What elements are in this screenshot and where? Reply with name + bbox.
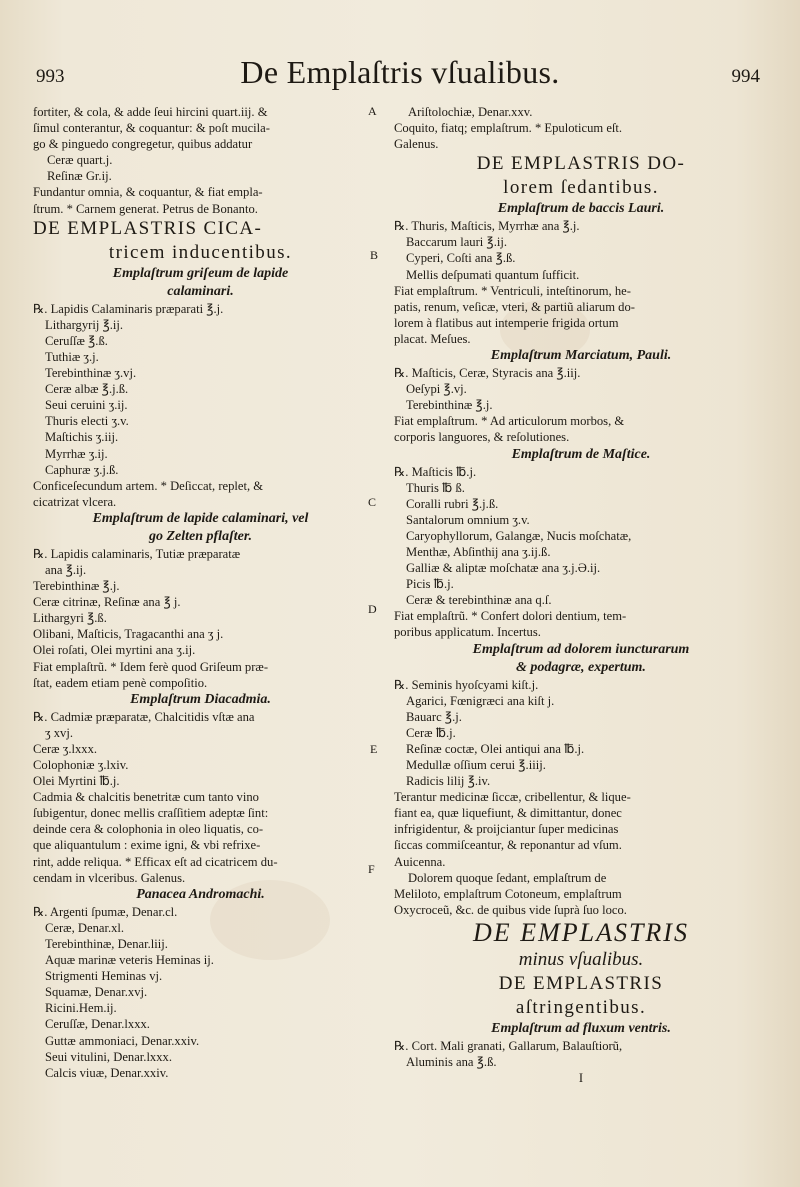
recipe-title: Emplaſtrum ad fluxum ventris. — [491, 1020, 671, 1036]
page-number-right: 994 — [731, 66, 760, 87]
recipe-title: minus vſualibus. — [518, 948, 644, 970]
text-line: Galliæ & aliptæ moſchatæ ana ʒ.j.Ə.ij. — [406, 561, 601, 576]
running-title: De Emplaſtris vſualibus. — [240, 54, 560, 90]
text-line: Olibani, Maſticis, Tragacanthi ana ʒ j. — [33, 627, 224, 642]
text-line: Medullæ oſſium cerui ℥.iiij. — [406, 758, 546, 772]
text-line: ʒ xvj. — [45, 725, 73, 740]
section-heading: DE EMPLASTRIS — [498, 972, 664, 994]
text-line: Terebinthinæ, Denar.liij. — [45, 936, 168, 951]
recipe-title: Emplaſtrum de baccis Lauri. — [497, 201, 665, 217]
text-line: fiant ea, quæ liquefiunt, & dimittantur, donec — [394, 806, 622, 821]
margin-letter-a: A — [368, 104, 377, 118]
text-line: Caphuræ ʒ.j.ß. — [45, 462, 119, 477]
margin-letter-b: B — [370, 248, 379, 262]
text-line: go & pinguedo congregetur, quibus addatur — [33, 137, 253, 152]
text-line: Coralli rubri ℥.j.ß. — [406, 496, 499, 511]
recipe-title: Emplaſtrum de Maſtice. — [511, 446, 651, 462]
text-line: Ceruſſæ, Denar.lxxx. — [45, 1017, 150, 1032]
text-line: Fundantur omnia, & coquantur, & fiat empla- — [33, 185, 263, 200]
text-line: Myrrhæ ʒ.ij. — [45, 446, 108, 461]
text-line: Agarici, Fœnigræci ana kiſt j. — [406, 693, 555, 708]
text-line: Caryophyllorum, Galangæ, Nucis moſchatæ, — [406, 528, 632, 543]
text-line: Thuris electi ʒ.v. — [45, 414, 129, 429]
text-line: Oeſypi ℥.vj. — [406, 382, 467, 397]
text-line: Bauarc ℥.j. — [406, 709, 462, 724]
text-line: Mellis deſpumati quantum ſufficit. — [406, 267, 580, 282]
text-line: Conficeſecundum artem. * Deſiccat, replet, & — [33, 478, 264, 493]
margin-letter-f: F — [368, 862, 375, 876]
text-line: Colophoniæ ʒ.lxiv. — [33, 758, 129, 772]
text-line: Ceræ quart.j. — [47, 153, 113, 168]
text-line: lorem à flatibus aut intemperie frigida ortum — [394, 315, 619, 330]
text-line: Tuthiæ ʒ.j. — [45, 349, 99, 364]
text-line: corporis languores, & reſolutiones. — [394, 430, 570, 445]
text-line: Terebinthinæ ʒ.vj. — [45, 366, 137, 381]
text-line: Ricini.Hem.ij. — [45, 1001, 117, 1016]
section-heading: lorem ſedantibus. — [503, 177, 659, 199]
text-line: ſtat, eadem etiam penè compoſitio. — [33, 675, 208, 690]
text-line: Lithargyri ℥.ß. — [33, 611, 107, 626]
section-heading: tricem inducentibus. — [108, 241, 293, 263]
text-line: ſimul conterantur, & coquantur: & poſt mucila- — [33, 121, 270, 136]
text-line: Olei Myrtini ℔.j. — [33, 774, 120, 789]
text-line: ℞. Lapidis calaminaris, Tutiæ præparatæ — [33, 546, 241, 561]
text-line: ſiccas commiſceantur, & reponantur ad vſum. — [394, 838, 622, 853]
text-line: Reſinæ coctæ, Olei antiqui ana ℔.j. — [406, 741, 585, 756]
text-line: Thuris ℔ ß. — [406, 480, 465, 495]
text-line: deinde cera & colophonia in oleo liquatis, co- — [33, 822, 264, 837]
text-line: infrigidentur, & proijciantur ſuper medicinas — [394, 822, 619, 837]
text-line: ℞. Cort. Mali granati, Gallarum, Balauſtiorũ, — [394, 1038, 623, 1053]
text-line: Fiat emplaſtrũ. * Confert dolori dentium, tem- — [394, 609, 627, 624]
margin-letter-c: C — [368, 495, 377, 509]
text-line: Radicis lilij ℥.iv. — [406, 774, 491, 789]
text-line: Auicenna. — [394, 854, 446, 869]
text-line: ſtrum. * Carnem generat. Petrus de Bonanto. — [33, 201, 258, 216]
text-line: Ceræ & terebinthinæ ana q.ſ. — [406, 593, 552, 608]
text-line: Squamæ, Denar.xvj. — [45, 985, 148, 1000]
text-line: ℞. Lapidis Calaminaris præparati ℥.j. — [33, 301, 224, 316]
text-line: Olei roſati, Olei myrtini ana ʒ.ij. — [33, 643, 196, 658]
text-line: Aluminis ana ℥.ß. — [406, 1055, 497, 1070]
text-line: Dolorem quoque ſedant, emplaſtrum de — [408, 870, 607, 885]
text-line: Oxycroceũ, &c. de quibus vide ſuprà ſuo loco. — [394, 902, 627, 917]
text-line: ℞. Thuris, Maſticis, Myrrhæ ana ℥.j. — [394, 219, 580, 234]
text-line: Ceruſſæ ℥.ß. — [45, 333, 108, 348]
text-line: Ceræ ℔.j. — [406, 725, 456, 740]
text-line: Terebinthinæ ℥.j. — [33, 579, 120, 594]
text-line: Ceræ ʒ.lxxx. — [33, 741, 98, 756]
text-line: Cadmia & chalcitis benetritæ cum tanto vino — [33, 790, 259, 805]
recipe-title: go Zelten pflaſter. — [148, 528, 253, 544]
text-line: Meliloto, emplaſtrum Cotoneum, emplaſtrum — [394, 886, 622, 901]
recipe-title: DE EMPLASTRIS — [473, 917, 689, 947]
section-heading: DE EMPLASTRIS CICA- — [33, 217, 263, 239]
text-line: Ceræ citrinæ, Reſinæ ana ℥ j. — [33, 595, 181, 610]
text-line: Aquæ marinæ veteris Heminas ij. — [45, 953, 214, 968]
text-line: Fiat emplaſtrũ. * Idem ferè quod Griſeum præ- — [33, 659, 269, 674]
text-line: fortiter, & cola, & adde ſeui hircini quart.iij. & — [33, 105, 268, 119]
text-line: cicatrizat vlcera. — [33, 494, 117, 509]
text-line: I — [578, 1071, 584, 1086]
text-line: ℞. Maſticis, Ceræ, Styracis ana ℥.iij. — [394, 366, 581, 381]
text-line: cendam in vlceribus. Galenus. — [33, 870, 186, 885]
left-text-column — [33, 104, 368, 1081]
text-line: placat. Meſues. — [394, 331, 471, 346]
text-line: Fiat emplaſtrum. * Ventriculi, inteſtinorum, he- — [394, 283, 631, 298]
text-line: Cyperi, Coſti ana ℥.ß. — [406, 251, 516, 266]
text-line: Lithargyrij ℥.ij. — [45, 317, 124, 332]
section-heading: aſtringentibus. — [515, 996, 647, 1018]
text-line: Coquito, fiatq; emplaſtrum. * Epuloticum eſt. — [394, 121, 623, 136]
text-line: ℞. Cadmiæ præparatæ, Chalcitidis vſtæ ana — [33, 709, 255, 724]
text-line: ℞. Argenti ſpumæ, Denar.cl. — [33, 904, 178, 919]
text-line: rint, adde reliqua. * Efficax eſt ad cicatricem du- — [33, 854, 278, 869]
text-line: Ceræ, Denar.xl. — [45, 920, 125, 935]
text-line: ſubigentur, donec mellis craſſitiem adeptæ ſint: — [33, 806, 269, 821]
text-line: que aliquantulum : exime igni, & vbi refrixe- — [33, 838, 261, 853]
text-line: Terantur medicinæ ſiccæ, cribellentur, & lique- — [394, 790, 631, 805]
margin-letter-d: D — [368, 602, 377, 616]
text-line: ℞. Seminis hyoſcyami kiſt.j. — [394, 677, 539, 692]
recipe-title: Emplaſtrum griſeum de lapide — [112, 265, 289, 281]
text-line: Calcis viuæ, Denar.xxiv. — [45, 1065, 169, 1080]
text-line: poribus applicatum. Incertus. — [394, 625, 541, 640]
right-text-column — [394, 104, 768, 1086]
margin-letter-e: E — [370, 742, 378, 756]
text-line: Maſtichis ʒ.iij. — [45, 430, 119, 445]
text-line: ℞. Maſticis ℔.j. — [394, 464, 477, 479]
recipe-title: calaminari. — [167, 283, 234, 299]
text-line: Terebinthinæ ℥.j. — [406, 398, 493, 413]
text-line: Strigmenti Heminas vj. — [45, 969, 163, 984]
text-line: Picis ℔.j. — [406, 577, 454, 592]
text-line: Ariſtolochiæ, Denar.xxv. — [408, 105, 533, 119]
recipe-title: Emplaſtrum ad dolorem iuncturarum — [472, 641, 690, 657]
text-line: Santalorum omnium ʒ.v. — [406, 512, 530, 527]
text-line: patis, renum, veſicæ, vteri, & partiũ aliarum do- — [394, 299, 635, 314]
text-line: Reſinæ Gr.ij. — [47, 169, 112, 184]
page-number-left: 993 — [36, 66, 65, 87]
text-line: Seui vitulini, Denar.lxxx. — [45, 1049, 172, 1064]
text-line: Menthæ, Abſinthij ana ʒ.ij.ß. — [406, 544, 551, 559]
recipe-title: & podagræ, expertum. — [516, 659, 646, 675]
section-heading: DE EMPLASTRIS DO- — [476, 153, 686, 175]
recipe-title: Emplaſtrum Diacadmia. — [130, 691, 271, 707]
text-line: Seui ceruini ʒ.ij. — [45, 398, 128, 413]
recipe-title: Panacea Andromachi. — [136, 886, 265, 902]
text-line: Ceræ albæ ℥.j.ß. — [45, 382, 129, 397]
text-line: ana ℥.ij. — [45, 562, 87, 577]
text-line: Galenus. — [394, 137, 439, 152]
recipe-title: Emplaſtrum de lapide calaminari, vel — [92, 510, 309, 526]
text-line: Baccarum lauri ℥.ij. — [406, 235, 507, 250]
text-line: Fiat emplaſtrum. * Ad articulorum morbos, & — [394, 414, 625, 429]
recipe-title: Emplaſtrum Marciatum, Pauli. — [490, 348, 672, 364]
text-line: Guttæ ammoniaci, Denar.xxiv. — [45, 1033, 200, 1048]
